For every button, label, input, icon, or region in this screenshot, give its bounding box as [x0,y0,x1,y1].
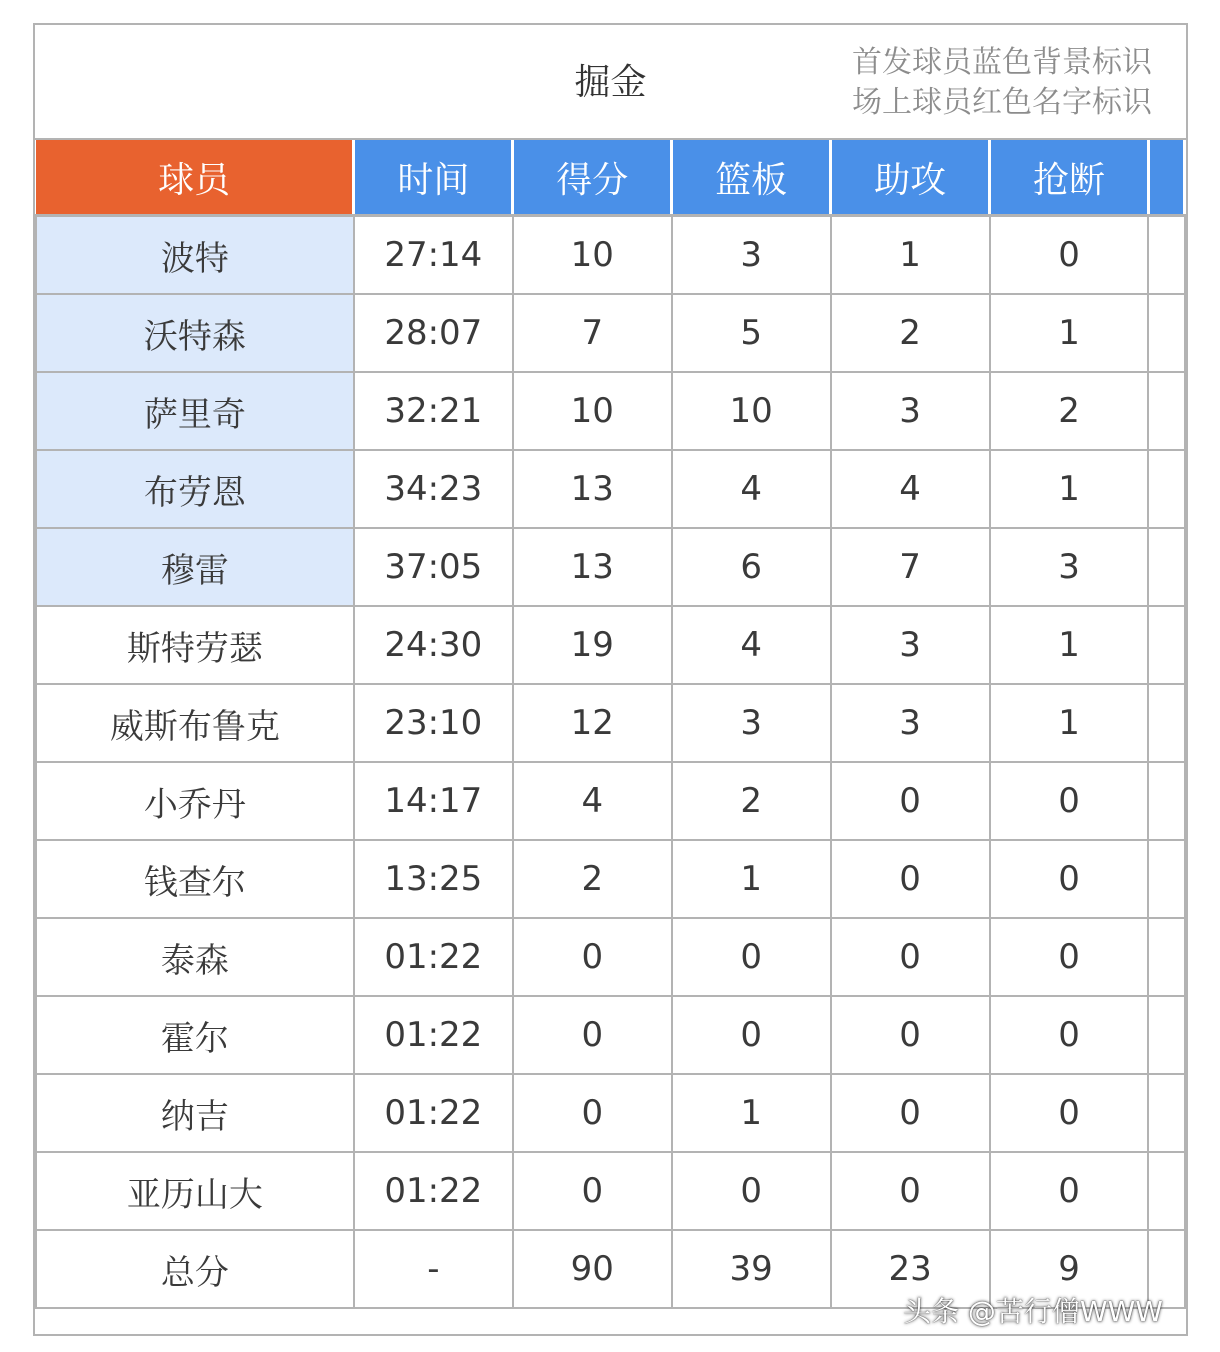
table-row [36,996,1185,1074]
player-name-cell: 纳吉 [36,1074,354,1152]
points-cell: 0 [513,918,672,996]
player-name-cell: 泰森 [36,918,354,996]
player-name-cell: 穆雷 [36,528,354,606]
minutes-cell: 01:22 [354,1152,513,1230]
table-row [36,294,1185,372]
extra-cell [1148,918,1184,996]
header-row [36,140,1185,216]
minutes-cell: 13:25 [354,840,513,918]
minutes-cell: 01:22 [354,918,513,996]
title-row [35,25,1186,140]
rebounds-cell: 3 [672,216,831,295]
assists-cell: 0 [831,1074,990,1152]
steals-cell: 1 [990,294,1149,372]
player-name-cell: 钱查尔 [36,840,354,918]
assists-cell: 0 [831,1152,990,1230]
minutes-cell: 32:21 [354,372,513,450]
extra-cell [1148,684,1184,762]
points-cell: 19 [513,606,672,684]
header-steals: 抢断 [990,140,1149,216]
steals-cell: 1 [990,450,1149,528]
assists-cell: 7 [831,528,990,606]
minutes-cell: 37:05 [354,528,513,606]
assists-cell: 0 [831,840,990,918]
steals-cell: 1 [990,606,1149,684]
assists-cell: 0 [831,762,990,840]
rebounds-cell: 4 [672,450,831,528]
steals-cell: 1 [990,684,1149,762]
legend-starter-note: 首发球员蓝色背景标识 [852,45,1152,80]
legend [852,43,1152,123]
extra-cell [1148,294,1184,372]
extra-cell [1148,528,1184,606]
totals-label: 总分 [36,1230,354,1308]
legend-oncourt-note: 场上球员红色名字标识 [852,85,1152,120]
player-name-cell: 小乔丹 [36,762,354,840]
minutes-cell: 34:23 [354,450,513,528]
player-name-cell: 布劳恩 [36,450,354,528]
minutes-cell: 01:22 [354,996,513,1074]
extra-cell [1148,450,1184,528]
assists-cell: 3 [831,372,990,450]
extra-cell [1148,1074,1184,1152]
totals-assists: 23 [831,1230,990,1308]
points-cell: 0 [513,1074,672,1152]
box-score-table [33,23,1188,1336]
table-row [36,1074,1185,1152]
player-name-cell: 霍尔 [36,996,354,1074]
minutes-cell: 24:30 [354,606,513,684]
minutes-cell: 23:10 [354,684,513,762]
minutes-cell: 27:14 [354,216,513,295]
table-row [36,528,1185,606]
assists-cell: 1 [831,216,990,295]
watermark: 头条 @苦行僧WWW [903,1295,1163,1328]
points-cell: 7 [513,294,672,372]
steals-cell: 0 [990,840,1149,918]
totals-time: - [354,1230,513,1308]
player-name-cell: 波特 [36,216,354,295]
steals-cell: 0 [990,996,1149,1074]
rebounds-cell: 10 [672,372,831,450]
assists-cell: 3 [831,684,990,762]
rebounds-cell: 1 [672,1074,831,1152]
points-cell: 4 [513,762,672,840]
stats-table [35,140,1186,1309]
assists-cell: 2 [831,294,990,372]
steals-cell: 0 [990,1074,1149,1152]
table-row [36,762,1185,840]
rebounds-cell: 6 [672,528,831,606]
extra-cell [1148,840,1184,918]
totals-rebounds: 39 [672,1230,831,1308]
rebounds-cell: 5 [672,294,831,372]
rebounds-cell: 0 [672,1152,831,1230]
points-cell: 0 [513,1152,672,1230]
player-rows [36,216,1185,1231]
minutes-cell: 14:17 [354,762,513,840]
header-rebounds: 篮板 [672,140,831,216]
points-cell: 10 [513,372,672,450]
steals-cell: 3 [990,528,1149,606]
header-time: 时间 [354,140,513,216]
points-cell: 0 [513,996,672,1074]
player-name-cell: 萨里奇 [36,372,354,450]
points-cell: 10 [513,216,672,295]
header-points: 得分 [513,140,672,216]
assists-cell: 0 [831,996,990,1074]
rebounds-cell: 2 [672,762,831,840]
rebounds-cell: 1 [672,840,831,918]
assists-cell: 4 [831,450,990,528]
table-row [36,372,1185,450]
totals-points: 90 [513,1230,672,1308]
points-cell: 13 [513,528,672,606]
extra-cell [1148,762,1184,840]
rebounds-cell: 3 [672,684,831,762]
steals-cell: 0 [990,216,1149,295]
extra-cell [1148,1152,1184,1230]
assists-cell: 3 [831,606,990,684]
minutes-cell: 01:22 [354,1074,513,1152]
table-row [36,840,1185,918]
rebounds-cell: 4 [672,606,831,684]
header-assists: 助攻 [831,140,990,216]
extra-cell [1148,372,1184,450]
player-name-cell: 威斯布鲁克 [36,684,354,762]
table-row [36,216,1185,295]
table-row [36,684,1185,762]
table-row [36,1152,1185,1230]
team-name: 掘金 [574,62,647,103]
player-name-cell: 斯特劳瑟 [36,606,354,684]
extra-cell [1148,216,1184,295]
minutes-cell: 28:07 [354,294,513,372]
table-row [36,450,1185,528]
rebounds-cell: 0 [672,996,831,1074]
steals-cell: 0 [990,762,1149,840]
points-cell: 12 [513,684,672,762]
assists-cell: 0 [831,918,990,996]
rebounds-cell: 0 [672,918,831,996]
header-player: 球员 [36,140,354,216]
header-extra [1148,140,1184,216]
table-row [36,918,1185,996]
player-name-cell: 亚历山大 [36,1152,354,1230]
steals-cell: 2 [990,372,1149,450]
steals-cell: 0 [990,918,1149,996]
totals-steals: 9 [990,1230,1149,1308]
player-name-cell: 沃特森 [36,294,354,372]
extra-cell [1148,996,1184,1074]
table-row [36,606,1185,684]
points-cell: 2 [513,840,672,918]
extra-cell [1148,606,1184,684]
points-cell: 13 [513,450,672,528]
steals-cell: 0 [990,1152,1149,1230]
